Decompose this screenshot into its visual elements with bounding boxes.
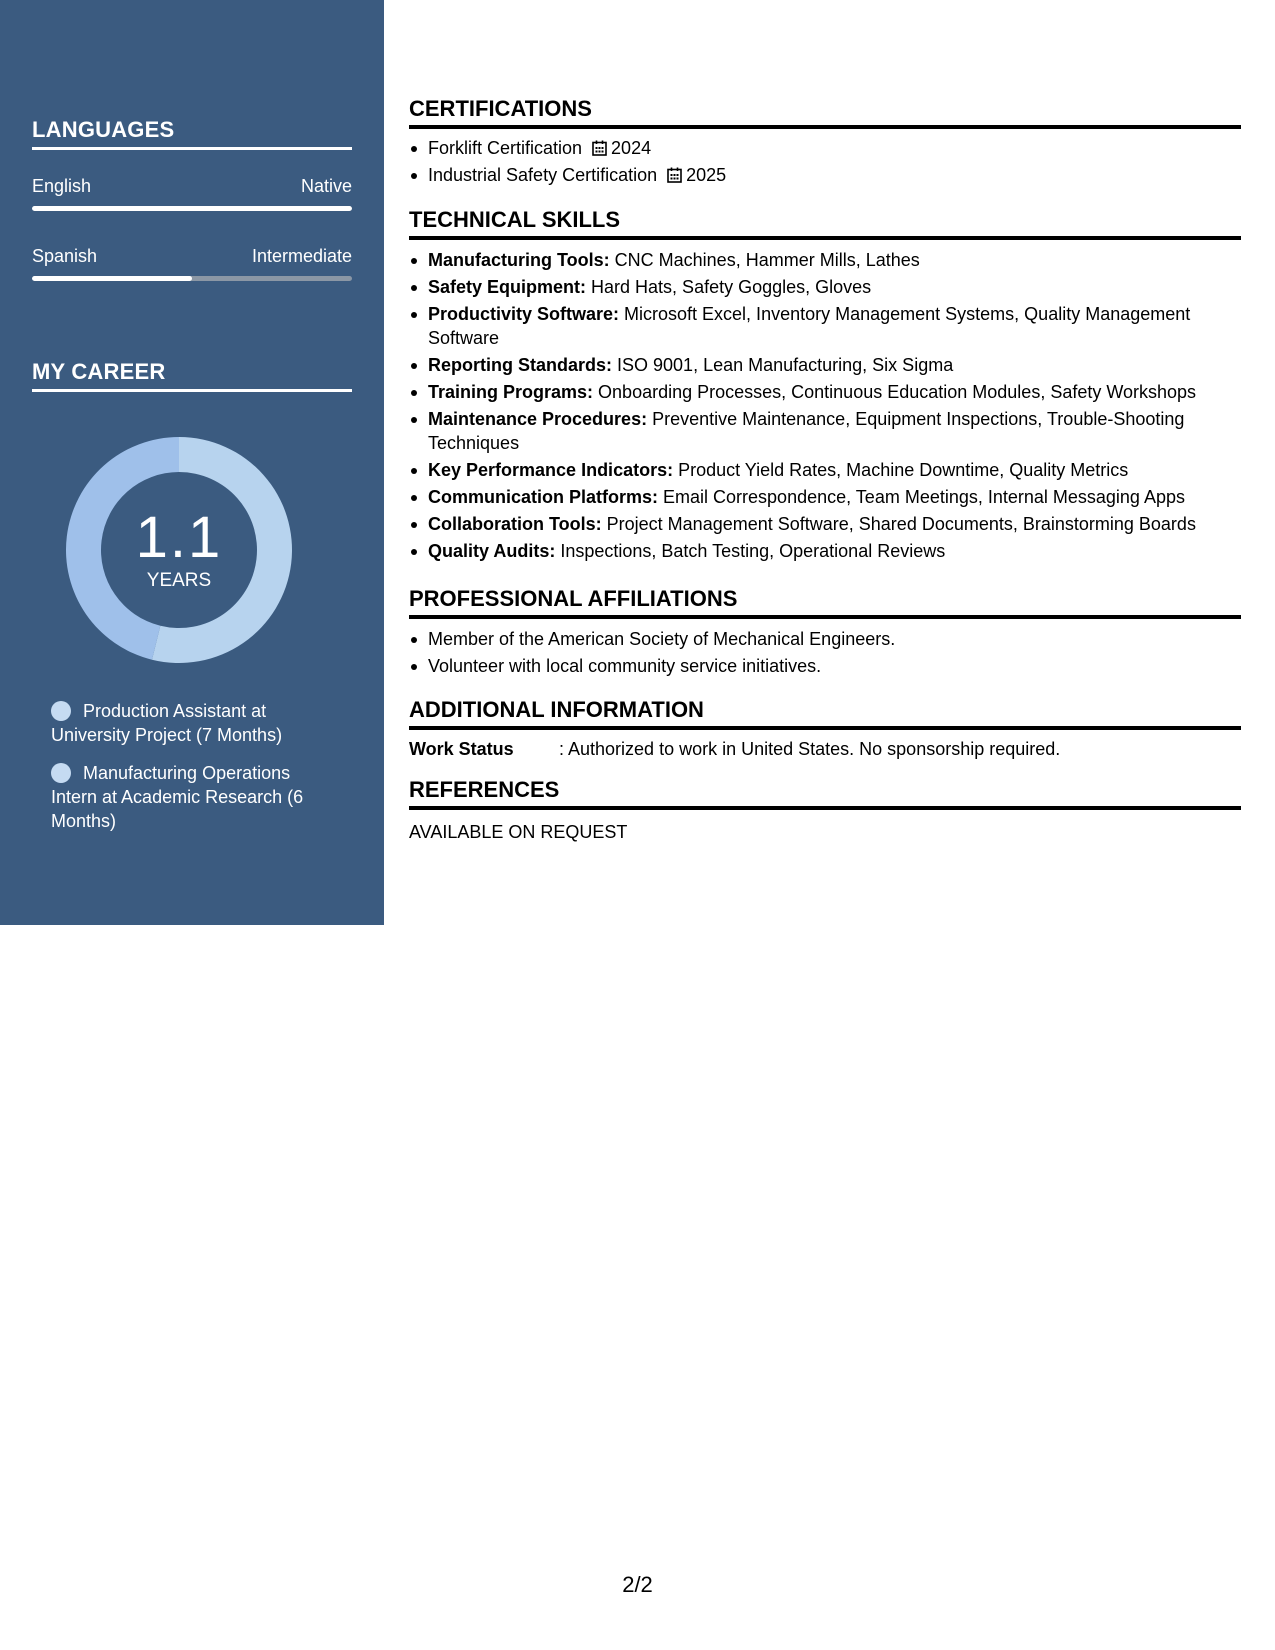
additional-info-heading: ADDITIONAL INFORMATION [409,697,1241,730]
skill-text: Preventive Maintenance, Equipment Inspections, Trouble-Shooting Techniques [428,409,1185,453]
affiliations-heading: PROFESSIONAL AFFILIATIONS [409,586,1241,619]
page-number: 2/2 [622,1572,653,1597]
work-status-row [409,737,1241,761]
skill-item [428,275,1260,299]
references-heading: REFERENCES [409,777,1241,810]
languages-heading: LANGUAGES [32,117,352,150]
career-item-text: Production Assistant at University Project (7 Months) [51,701,283,745]
skill-label: Key Performance Indicators: [428,460,674,480]
skill-item [428,485,1260,509]
donut-center [66,437,292,663]
certification-item [428,136,1260,160]
skill-label: Collaboration Tools: [428,514,602,534]
references-text: AVAILABLE ON REQUEST [409,822,628,842]
language-name: Spanish [32,246,98,266]
skill-text: Microsoft Excel, Inventory Management Systems, Quality Management Software [428,304,1191,348]
career-item-text: Manufacturing Operations Intern at Academic Research (6 Months) [51,763,304,831]
certifications-list [409,136,1260,190]
skill-text: ISO 9001, Lean Manufacturing, Six Sigma [612,355,954,375]
skill-text: Email Correspondence, Team Meetings, Internal Messaging Apps [658,487,1185,507]
skill-label: Maintenance Procedures: [428,409,648,429]
certification-name: Forklift Certification [428,138,583,158]
skill-item [428,302,1260,350]
skill-text: Project Management Software, Shared Documents, Brainstorming Boards [601,514,1196,534]
work-status-label: Work Status [409,739,514,759]
calendar-icon [667,167,682,183]
skill-text: CNC Machines, Hammer Mills, Lathes [609,250,920,270]
skill-item [428,458,1260,482]
language-bar-fill [32,206,352,211]
skill-label: Training Programs: [428,382,594,402]
skill-item [428,512,1260,536]
career-dot-icon [51,763,71,783]
language-bar-english [32,206,352,211]
skill-text: Inspections, Batch Testing, Operational Reviews [555,541,946,561]
technical-skills-heading: TECHNICAL SKILLS [409,207,1241,240]
skill-item [428,407,1260,455]
certification-year: 2024 [611,138,652,158]
skill-label: Manufacturing Tools: [428,250,610,270]
skill-item [428,539,1260,563]
skill-label: Quality Audits: [428,541,556,561]
language-row-english [32,176,352,197]
career-heading: MY CAREER [32,359,352,392]
language-level: Native [300,176,352,196]
skill-text: Product Yield Rates, Machine Downtime, Quality Metrics [673,460,1129,480]
skill-item [428,353,1260,377]
language-name: English [32,176,92,196]
sidebar [0,0,384,925]
certifications-heading: CERTIFICATIONS [409,96,1241,129]
skill-item [428,248,1260,272]
career-dot-icon [51,701,71,721]
affiliation-item: Member of the American Society of Mechanical Engineers. [428,627,1260,651]
skill-label: Reporting Standards: [428,355,613,375]
language-level: Intermediate [251,246,352,266]
skill-item [428,380,1260,404]
skill-label: Productivity Software: [428,304,620,324]
career-item [51,761,341,833]
certification-item [428,163,1260,187]
skill-label: Safety Equipment: [428,277,587,297]
skill-label: Communication Platforms: [428,487,659,507]
career-total-unit: YEARS [146,570,212,591]
career-item [51,699,341,747]
certification-name: Industrial Safety Certification [428,165,658,185]
language-row-spanish [32,246,352,267]
affiliation-item: Volunteer with local community service initiatives. [428,654,1260,678]
career-donut-chart [66,437,292,663]
skill-text: Onboarding Processes, Continuous Education Modules, Safety Workshops [593,382,1197,402]
career-total-value: 1.1 [135,505,223,570]
certification-year: 2025 [686,165,727,185]
language-bar-fill [32,276,192,281]
language-bar-spanish [32,276,352,281]
technical-skills-list [409,248,1260,566]
work-status-value: : Authorized to work in United States. No sponsorship required. [559,739,1061,759]
affiliations-list [409,627,1260,681]
skill-text: Hard Hats, Safety Goggles, Gloves [586,277,872,297]
calendar-icon [592,140,607,156]
